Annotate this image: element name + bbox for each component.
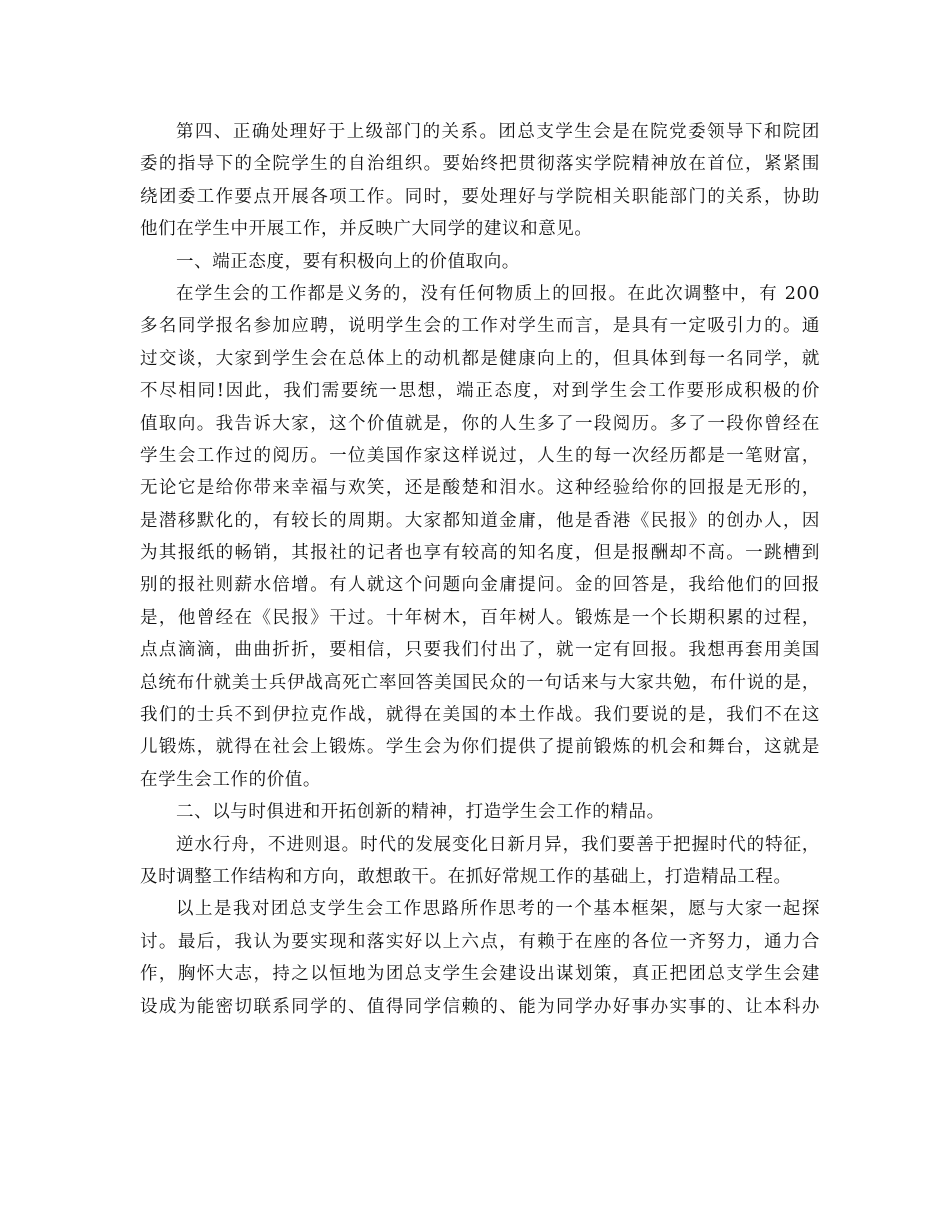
text-line: 讨。最后，我认为要实现和落实好以上六点，有赖于在座的各位一齐努力，通力合 [140, 931, 820, 952]
text-line: 是，他曾经在《民报》干过。十年树木，百年树人。锻炼是一个长期积累的过程， [140, 607, 820, 628]
text-line: 多名同学报名参加应聘，说明学生会的工作对学生而言，是具有一定吸引力的。通 [140, 316, 820, 337]
text-line: 绕团委工作要点开展各项工作。同时，要处理好与学院相关职能部门的关系，协助 [140, 186, 820, 207]
text-line: 点点滴滴，曲曲折折，要相信，只要我们付出了，就一定有回报。我想再套用美国 [140, 640, 820, 661]
text-line: 值取向。我告诉大家，这个价值就是，你的人生多了一段阅历。多了一段你曾经在 [140, 413, 820, 434]
text-line: 以上是我对团总支学生会工作思路所作思考的一个基本框架，愿与大家一起探 [176, 899, 820, 920]
text-line: 第四、正确处理好于上级部门的关系。团总支学生会是在院党委领导下和院团 [176, 122, 820, 142]
text-line: 总统布什就美士兵伊战高死亡率回答美国民众的一句话来与大家共勉，布什说的是， [140, 672, 820, 693]
section-heading: 一、端正态度，要有积极向上的价值取向。 [176, 251, 520, 272]
text-line: 为其报纸的畅销，其报社的记者也享有较高的知名度，但是报酬却不高。一跳槽到 [140, 543, 820, 564]
text-line: 委的指导下的全院学生的自治组织。要始终把贯彻落实学院精神放在首位，紧紧围 [140, 154, 820, 175]
text-line: 及时调整工作结构和方向，敢想敢干。在抓好常规工作的基础上，打造精品工程。 [140, 866, 792, 887]
section-heading: 二、以与时俱进和开拓创新的精神，打造学生会工作的精品。 [176, 802, 665, 823]
text-line: 我们的士兵不到伊拉克作战，就得在美国的本土作战。我们要说的是，我们不在这 [140, 705, 820, 726]
text-line: 在学生会的工作都是义务的，没有任何物质上的回报。在此次调整中，有 200 [176, 283, 820, 304]
text-line: 设成为能密切联系同学的、值得同学信赖的、能为同学办好事办实事的、让本科办 [140, 996, 820, 1017]
text-line: 无论它是给你带来幸福与欢笑，还是酸楚和泪水。这种经验给你的回报是无形的， [140, 478, 820, 499]
text-line: 过交谈，大家到学生会在总体上的动机都是健康向上的，但具体到每一名同学，就 [140, 348, 820, 369]
text-line: 学生会工作过的阅历。一位美国作家这样说过，人生的每一次经历都是一笔财富， [140, 445, 820, 466]
text-line: 别的报社则薪水倍增。有人就这个问题向金庸提问。金的回答是，我给他们的回报 [140, 575, 820, 596]
text-line: 他们在学生中开展工作，并反映广大同学的建议和意见。 [140, 219, 593, 240]
document-body [140, 116, 820, 1023]
text-line: 儿锻炼，就得在社会上锻炼。学生会为你们提供了提前锻炼的机会和舞台，这就是 [140, 737, 820, 758]
text-line: 作，胸怀大志，持之以恒地为团总支学生会建设出谋划策，真正把团总支学生会建 [140, 964, 820, 985]
text-line: 逆水行舟，不进则退。时代的发展变化日新月异，我们要善于把握时代的特征， [176, 834, 820, 855]
text-line: 在学生会工作的价值。 [140, 769, 321, 790]
text-line: 是潜移默化的，有较长的周期。大家都知道金庸，他是香港《民报》的创办人，因 [140, 510, 820, 531]
text-line: 不尽相同!因此，我们需要统一思想，端正态度，对到学生会工作要形成积极的价 [140, 381, 820, 402]
